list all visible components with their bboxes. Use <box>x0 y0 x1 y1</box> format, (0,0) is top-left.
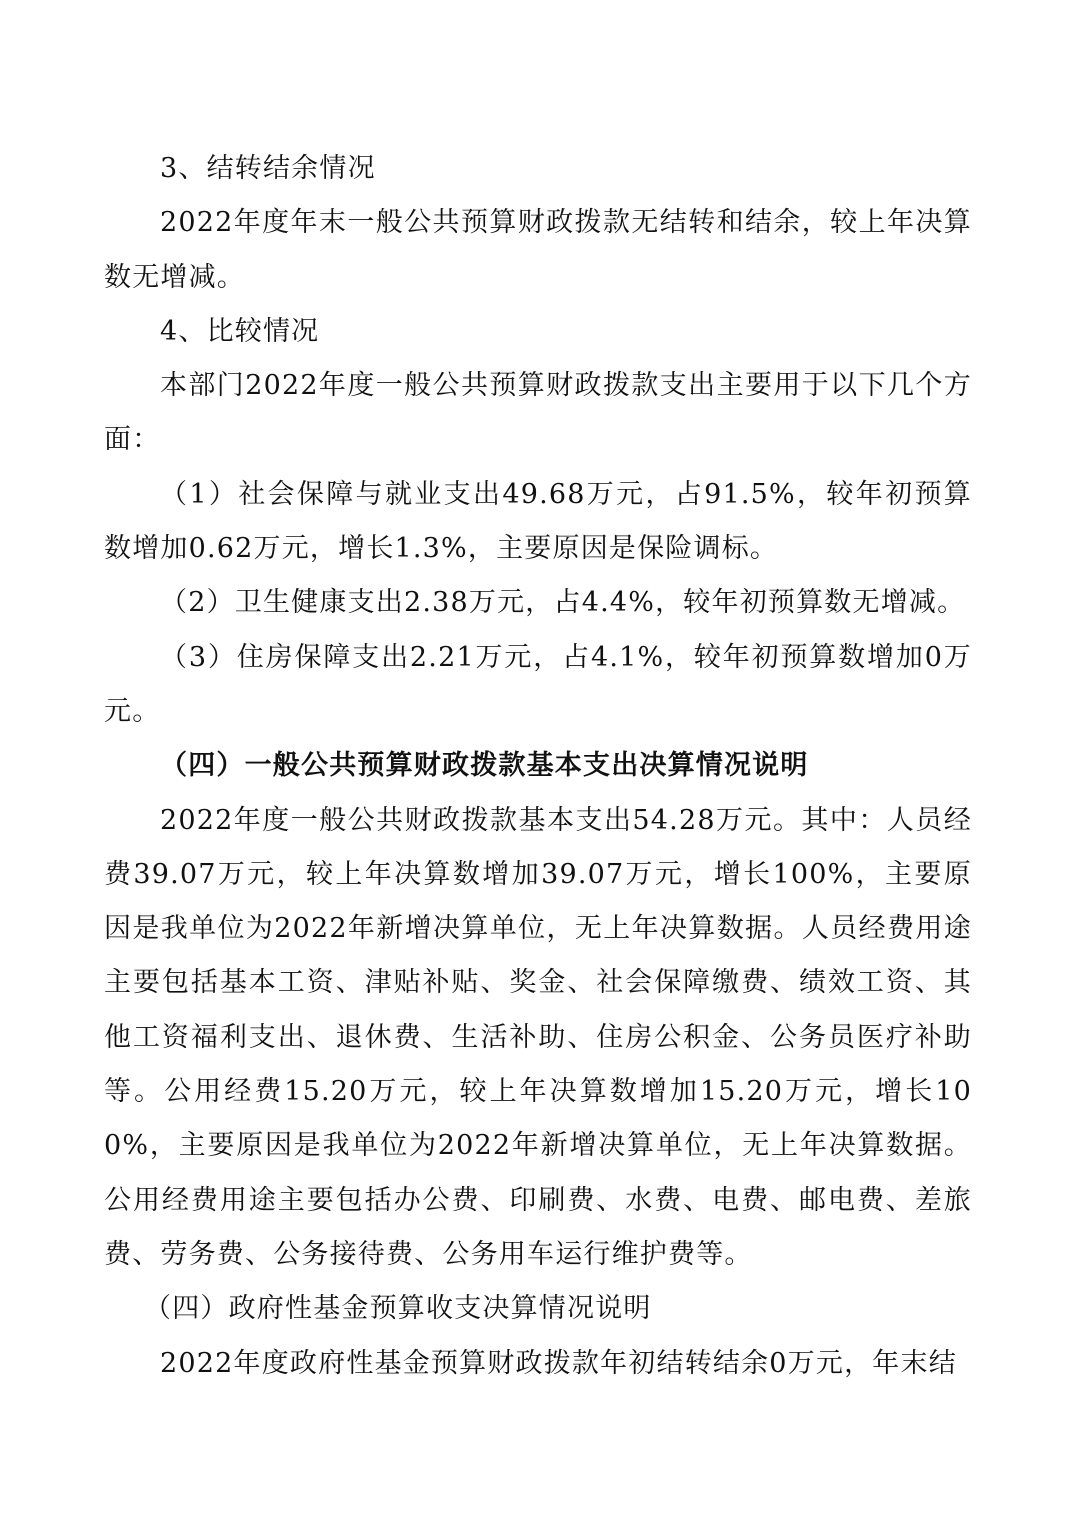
paragraph-item-social-security: （1）社会保障与就业支出49.68万元，占91.5%，较年初预算数增加0.62万元，增长1.3%，主要原因是保险调标。 <box>104 478 972 565</box>
section-heading-basic-expenditure: （四）一般公共预算财政拨款基本支出决算情况说明 <box>160 750 809 782</box>
paragraph-item-housing: （3）住房保障支出2.21万元，占4.1%，较年初预算数增加0万元。 <box>104 641 972 727</box>
paragraph-comparison-intro: 本部门2022年度一般公共预算财政拨款支出主要用于以下几个方面： <box>104 370 972 456</box>
paragraph-carryover: 2022年度年末一般公共预算财政拨款无结转和结余，较上年决算数无增减。 <box>104 207 972 293</box>
paragraph-item-health: （2）卫生健康支出2.38万元，占4.4%，较年初预算数无增减。 <box>160 587 966 619</box>
section-heading-government-fund: （四）政府性基金预算收支决算情况说明 <box>144 1293 652 1325</box>
paragraph-government-fund: 2022年度政府性基金预算财政拨款年初结转结余0万元，年末结 <box>160 1347 957 1379</box>
paragraph-basic-expenditure: 2022年度一般公共财政拨款基本支出54.28万元。其中：人员经费39.07万元，较上年决算数增加39.07万元，增长100%，主要原因是我单位为2022年新增决算单位，无上年决算数据。人员经费用途主要包括基本工资、津贴补贴、奖金、社会保障缴费、绩效工资、其他工资福利支出、退休费、生活补助、住房公积金、公务员医疗补助等。公用经费15.20万元，较上年决算数增加15.20万元，增长100%，主要原因是我单位为2022年新增决算单位，无上年决算数据。公用经费用途主要包括办公费、印刷费、水费、电费、邮电费、差旅费、劳务费、公务接待费、公务用车运行维护费等。 <box>104 804 972 1270</box>
document-body <box>104 142 972 1391</box>
section-heading-carryover: 3、结转结余情况 <box>160 153 376 184</box>
section-heading-comparison: 4、比较情况 <box>160 315 320 347</box>
